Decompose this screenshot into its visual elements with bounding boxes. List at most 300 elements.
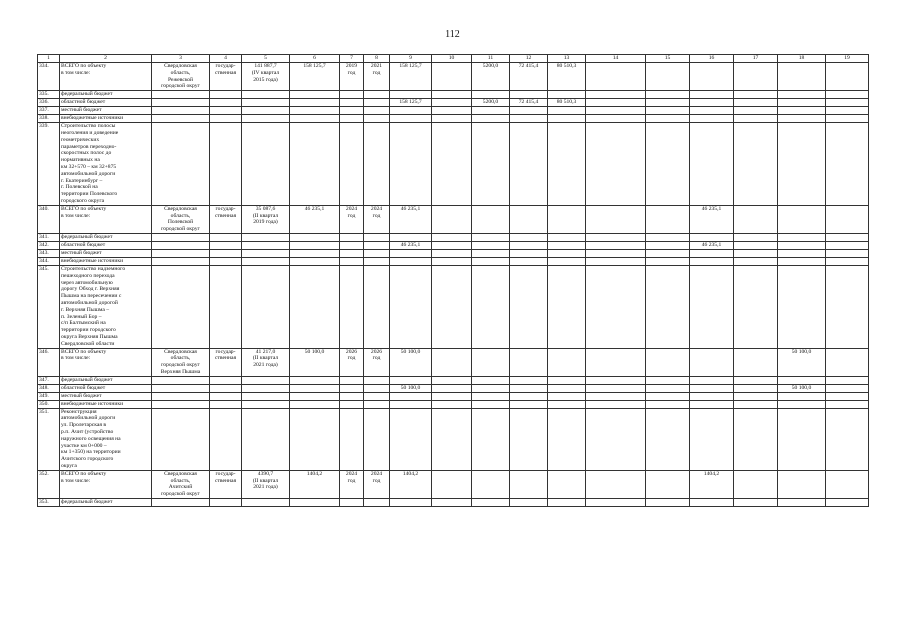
end-year: 2024 год: [364, 470, 390, 498]
empty-cell: [210, 249, 242, 257]
year-amount-13: 80 510,3: [548, 99, 586, 107]
year-amount-10: [432, 348, 472, 376]
empty-cell: [364, 107, 390, 115]
capacity-value: 41 217,0 (II квартал 2021 года): [242, 348, 290, 376]
empty-cell: [242, 384, 290, 392]
year-amount-13: [548, 107, 586, 115]
year-amount-15: [646, 63, 690, 91]
year-amount-10: [432, 99, 472, 107]
year-amount-16: [690, 63, 734, 91]
year-amount-13: [548, 257, 586, 265]
year-amount-17: [734, 205, 778, 233]
empty-cell: [242, 408, 290, 470]
year-amount-13: [548, 241, 586, 249]
empty-cell: [472, 408, 510, 470]
funding-source-row: [38, 392, 869, 400]
year-amount-19: [826, 348, 869, 376]
total-amount: [390, 91, 432, 99]
year-amount-15: [646, 249, 690, 257]
funding-source-row: [38, 400, 869, 408]
empty-cell: [340, 233, 364, 241]
empty-cell: [340, 384, 364, 392]
empty-cell: [432, 123, 472, 206]
year-amount-16: [690, 499, 734, 507]
total-amount: [390, 115, 432, 123]
empty-cell: [210, 265, 242, 348]
empty-cell: [152, 384, 210, 392]
year-amount-12: [510, 115, 548, 123]
year-amount-15: [646, 392, 690, 400]
empty-cell: [242, 400, 290, 408]
year-amount-15: [646, 107, 690, 115]
year-amount-16: 46 235,1: [690, 241, 734, 249]
year-amount-13: [548, 115, 586, 123]
funding-source-name: федеральный бюджет: [60, 233, 152, 241]
row-name: ВСЕГО по объекту в том числе:: [60, 470, 152, 498]
year-amount-11: [472, 376, 510, 384]
empty-cell: [472, 265, 510, 348]
empty-cell: [586, 408, 646, 470]
estimated-cost: 1404,2: [290, 470, 340, 498]
empty-cell: [548, 408, 586, 470]
empty-cell: [290, 123, 340, 206]
year-amount-18: [778, 400, 826, 408]
row-number: 343.: [38, 249, 60, 257]
empty-cell: [826, 265, 869, 348]
empty-cell: [826, 123, 869, 206]
year-amount-19: [826, 91, 869, 99]
year-amount-16: [690, 348, 734, 376]
empty-cell: [152, 123, 210, 206]
empty-cell: [390, 123, 432, 206]
ownership-form: государ- ственная: [210, 63, 242, 91]
empty-cell: [152, 400, 210, 408]
row-number: 337.: [38, 107, 60, 115]
empty-cell: [364, 257, 390, 265]
year-amount-11: [472, 257, 510, 265]
capacity-value: 35 087,6 (II квартал 2019 года): [242, 205, 290, 233]
year-amount-11: [472, 384, 510, 392]
total-amount: [390, 499, 432, 507]
year-amount-14: [586, 249, 646, 257]
year-amount-11: 5200,0: [472, 63, 510, 91]
empty-cell: [340, 265, 364, 348]
total-amount: [390, 376, 432, 384]
row-number: 348.: [38, 384, 60, 392]
empty-cell: [290, 376, 340, 384]
empty-cell: [364, 241, 390, 249]
total-amount: 50 100,0: [390, 348, 432, 376]
estimated-cost: 158 125,7: [290, 63, 340, 91]
empty-cell: [690, 408, 734, 470]
empty-cell: [152, 257, 210, 265]
empty-cell: [364, 376, 390, 384]
ownership-form: государ- ственная: [210, 470, 242, 498]
empty-cell: [242, 233, 290, 241]
empty-cell: [340, 107, 364, 115]
row-number: 340.: [38, 205, 60, 233]
year-amount-11: [472, 470, 510, 498]
empty-cell: [734, 265, 778, 348]
empty-cell: [548, 123, 586, 206]
year-amount-18: 50 100,0: [778, 348, 826, 376]
object-total-row: [38, 348, 869, 376]
total-amount: [390, 233, 432, 241]
total-amount: 46 235,1: [390, 205, 432, 233]
row-number: 347.: [38, 376, 60, 384]
empty-cell: [242, 123, 290, 206]
object-description-row: [38, 123, 869, 206]
object-total-row: [38, 470, 869, 498]
row-number: 349.: [38, 392, 60, 400]
empty-cell: [586, 123, 646, 206]
funding-source-name: федеральный бюджет: [60, 376, 152, 384]
column-number-17: 17: [734, 55, 778, 63]
empty-cell: [690, 265, 734, 348]
empty-cell: [152, 376, 210, 384]
year-amount-17: [734, 63, 778, 91]
empty-cell: [646, 123, 690, 206]
year-amount-16: [690, 233, 734, 241]
object-description-row: [38, 265, 869, 348]
end-year: 2026 год: [364, 348, 390, 376]
empty-cell: [340, 115, 364, 123]
empty-cell: [152, 91, 210, 99]
empty-cell: [210, 115, 242, 123]
empty-cell: [242, 376, 290, 384]
year-amount-16: [690, 115, 734, 123]
row-number: 352.: [38, 470, 60, 498]
total-amount: 1404,2: [390, 470, 432, 498]
year-amount-16: [690, 99, 734, 107]
year-amount-16: [690, 249, 734, 257]
year-amount-14: [586, 115, 646, 123]
empty-cell: [778, 265, 826, 348]
year-amount-13: [548, 376, 586, 384]
year-amount-15: [646, 470, 690, 498]
empty-cell: [242, 392, 290, 400]
year-amount-10: [432, 205, 472, 233]
column-number-9: 9: [390, 55, 432, 63]
year-amount-19: [826, 205, 869, 233]
year-amount-17: [734, 257, 778, 265]
column-number-5: 5: [242, 55, 290, 63]
year-amount-18: [778, 233, 826, 241]
empty-cell: [340, 123, 364, 206]
year-amount-18: [778, 241, 826, 249]
table-body: [38, 55, 869, 507]
year-amount-13: [548, 233, 586, 241]
column-number-2: 2: [60, 55, 152, 63]
year-amount-10: [432, 392, 472, 400]
empty-cell: [364, 123, 390, 206]
row-number: 350.: [38, 400, 60, 408]
year-amount-15: [646, 205, 690, 233]
empty-cell: [290, 257, 340, 265]
year-amount-18: [778, 115, 826, 123]
year-amount-10: [432, 470, 472, 498]
year-amount-15: [646, 115, 690, 123]
row-number: 334.: [38, 63, 60, 91]
year-amount-17: [734, 115, 778, 123]
empty-cell: [242, 91, 290, 99]
year-amount-14: [586, 241, 646, 249]
empty-cell: [510, 265, 548, 348]
empty-cell: [510, 123, 548, 206]
empty-cell: [210, 107, 242, 115]
empty-cell: [778, 123, 826, 206]
funding-source-row: [38, 257, 869, 265]
empty-cell: [210, 392, 242, 400]
empty-cell: [290, 107, 340, 115]
year-amount-17: [734, 384, 778, 392]
empty-cell: [340, 408, 364, 470]
empty-cell: [364, 408, 390, 470]
year-amount-16: [690, 384, 734, 392]
year-amount-18: 50 100,0: [778, 384, 826, 392]
empty-cell: [290, 249, 340, 257]
empty-cell: [364, 91, 390, 99]
column-number-14: 14: [586, 55, 646, 63]
empty-cell: [210, 233, 242, 241]
column-number-4: 4: [210, 55, 242, 63]
empty-cell: [152, 392, 210, 400]
total-amount: 50 100,0: [390, 384, 432, 392]
column-number-16: 16: [690, 55, 734, 63]
year-amount-12: [510, 241, 548, 249]
object-description: Строительство надземного пешеходного перехода через автомобильную дорогу Обход г. Верхняя Пышма на пересечении с автомобильной дорогой г. Верхняя Пышма – п. Зеленый Бор – с/п Балтымский на территории городского округа Верхняя Пышма Свердловской области: [60, 265, 152, 348]
empty-cell: [152, 408, 210, 470]
year-amount-12: 72 415,4: [510, 99, 548, 107]
column-number-11: 11: [472, 55, 510, 63]
year-amount-19: [826, 63, 869, 91]
empty-cell: [364, 265, 390, 348]
empty-cell: [340, 400, 364, 408]
capacity-value: 141 887,7 (IV квартал 2015 года): [242, 63, 290, 91]
year-amount-10: [432, 63, 472, 91]
empty-cell: [340, 376, 364, 384]
empty-cell: [586, 265, 646, 348]
empty-cell: [364, 233, 390, 241]
empty-cell: [210, 241, 242, 249]
row-number: 353.: [38, 499, 60, 507]
year-amount-18: [778, 392, 826, 400]
year-amount-19: [826, 376, 869, 384]
year-amount-10: [432, 249, 472, 257]
empty-cell: [432, 265, 472, 348]
start-year: 2024 год: [340, 205, 364, 233]
row-number: 342.: [38, 241, 60, 249]
funding-source-name: внебюджетные источники: [60, 400, 152, 408]
year-amount-12: [510, 348, 548, 376]
year-amount-17: [734, 241, 778, 249]
funding-source-row: [38, 99, 869, 107]
year-amount-14: [586, 499, 646, 507]
capacity-value: 4390,7 (II квартал 2021 года): [242, 470, 290, 498]
empty-cell: [242, 99, 290, 107]
year-amount-16: [690, 107, 734, 115]
empty-cell: [548, 265, 586, 348]
empty-cell: [510, 408, 548, 470]
empty-cell: [734, 123, 778, 206]
empty-cell: [242, 107, 290, 115]
year-amount-12: [510, 107, 548, 115]
year-amount-12: [510, 249, 548, 257]
column-number-19: 19: [826, 55, 869, 63]
year-amount-10: [432, 257, 472, 265]
funding-source-row: [38, 107, 869, 115]
start-year: 2026 год: [340, 348, 364, 376]
column-number-15: 15: [646, 55, 690, 63]
year-amount-16: [690, 376, 734, 384]
total-amount: 46 235,1: [390, 241, 432, 249]
empty-cell: [290, 408, 340, 470]
year-amount-12: [510, 400, 548, 408]
year-amount-18: [778, 99, 826, 107]
year-amount-18: [778, 91, 826, 99]
empty-cell: [290, 99, 340, 107]
year-amount-19: [826, 400, 869, 408]
funding-source-name: внебюджетные источники: [60, 115, 152, 123]
empty-cell: [364, 384, 390, 392]
year-amount-12: [510, 392, 548, 400]
empty-cell: [152, 233, 210, 241]
empty-cell: [290, 499, 340, 507]
year-amount-14: [586, 205, 646, 233]
year-amount-13: [548, 400, 586, 408]
column-number-10: 10: [432, 55, 472, 63]
year-amount-10: [432, 384, 472, 392]
year-amount-11: [472, 348, 510, 376]
year-amount-18: [778, 470, 826, 498]
year-amount-13: [548, 249, 586, 257]
year-amount-15: [646, 241, 690, 249]
empty-cell: [340, 99, 364, 107]
year-amount-17: [734, 99, 778, 107]
year-amount-19: [826, 384, 869, 392]
ownership-form: государ- ственная: [210, 348, 242, 376]
empty-cell: [210, 123, 242, 206]
year-amount-16: [690, 91, 734, 99]
end-year: 2024 год: [364, 205, 390, 233]
year-amount-11: [472, 499, 510, 507]
empty-cell: [364, 400, 390, 408]
empty-cell: [290, 392, 340, 400]
column-number-8: 8: [364, 55, 390, 63]
empty-cell: [778, 408, 826, 470]
year-amount-15: [646, 348, 690, 376]
year-amount-17: [734, 376, 778, 384]
object-total-row: [38, 205, 869, 233]
start-year: 2019 год: [340, 63, 364, 91]
empty-cell: [242, 249, 290, 257]
empty-cell: [690, 123, 734, 206]
empty-cell: [340, 241, 364, 249]
year-amount-12: [510, 91, 548, 99]
column-number-row: [38, 55, 869, 63]
year-amount-19: [826, 115, 869, 123]
year-amount-13: [548, 384, 586, 392]
year-amount-17: [734, 392, 778, 400]
funding-source-name: федеральный бюджет: [60, 91, 152, 99]
funding-source-name: областной бюджет: [60, 99, 152, 107]
empty-cell: [242, 265, 290, 348]
column-number-7: 7: [340, 55, 364, 63]
row-number: 338.: [38, 115, 60, 123]
year-amount-18: [778, 257, 826, 265]
empty-cell: [364, 249, 390, 257]
year-amount-12: [510, 376, 548, 384]
year-amount-16: [690, 400, 734, 408]
empty-cell: [152, 107, 210, 115]
year-amount-12: [510, 384, 548, 392]
column-number-13: 13: [548, 55, 586, 63]
funding-source-name: местный бюджет: [60, 107, 152, 115]
year-amount-19: [826, 499, 869, 507]
column-number-1: 1: [38, 55, 60, 63]
object-total-row: [38, 63, 869, 91]
total-amount: [390, 392, 432, 400]
location: Свердловская область, Ачитский городской округ: [152, 470, 210, 498]
funding-source-name: внебюджетные источники: [60, 257, 152, 265]
page-number: 112: [445, 29, 460, 40]
year-amount-16: [690, 392, 734, 400]
funding-source-row: [38, 376, 869, 384]
row-number: 335.: [38, 91, 60, 99]
total-amount: 158 125,7: [390, 63, 432, 91]
year-amount-17: [734, 470, 778, 498]
year-amount-14: [586, 392, 646, 400]
column-number-12: 12: [510, 55, 548, 63]
funding-source-row: [38, 91, 869, 99]
location: Свердловская область, Режевской городской округ: [152, 63, 210, 91]
empty-cell: [152, 115, 210, 123]
row-name: ВСЕГО по объекту в том числе:: [60, 63, 152, 91]
year-amount-13: [548, 348, 586, 376]
location: Свердловская область, Полевской городской округ: [152, 205, 210, 233]
empty-cell: [152, 99, 210, 107]
year-amount-10: [432, 107, 472, 115]
estimated-cost: 50 100,0: [290, 348, 340, 376]
year-amount-14: [586, 233, 646, 241]
row-name: ВСЕГО по объекту в том числе:: [60, 205, 152, 233]
year-amount-16: 1404,2: [690, 470, 734, 498]
year-amount-18: [778, 107, 826, 115]
row-number: 346.: [38, 348, 60, 376]
year-amount-14: [586, 384, 646, 392]
empty-cell: [152, 241, 210, 249]
year-amount-11: [472, 205, 510, 233]
year-amount-16: 46 235,1: [690, 205, 734, 233]
year-amount-12: [510, 257, 548, 265]
year-amount-15: [646, 99, 690, 107]
year-amount-15: [646, 91, 690, 99]
empty-cell: [210, 400, 242, 408]
year-amount-19: [826, 249, 869, 257]
year-amount-11: [472, 233, 510, 241]
funding-source-name: областной бюджет: [60, 384, 152, 392]
ownership-form: государ- ственная: [210, 205, 242, 233]
empty-cell: [290, 115, 340, 123]
row-number: 351.: [38, 408, 60, 470]
total-amount: [390, 249, 432, 257]
year-amount-11: [472, 115, 510, 123]
empty-cell: [826, 408, 869, 470]
empty-cell: [210, 499, 242, 507]
year-amount-19: [826, 99, 869, 107]
year-amount-18: [778, 205, 826, 233]
year-amount-17: [734, 91, 778, 99]
